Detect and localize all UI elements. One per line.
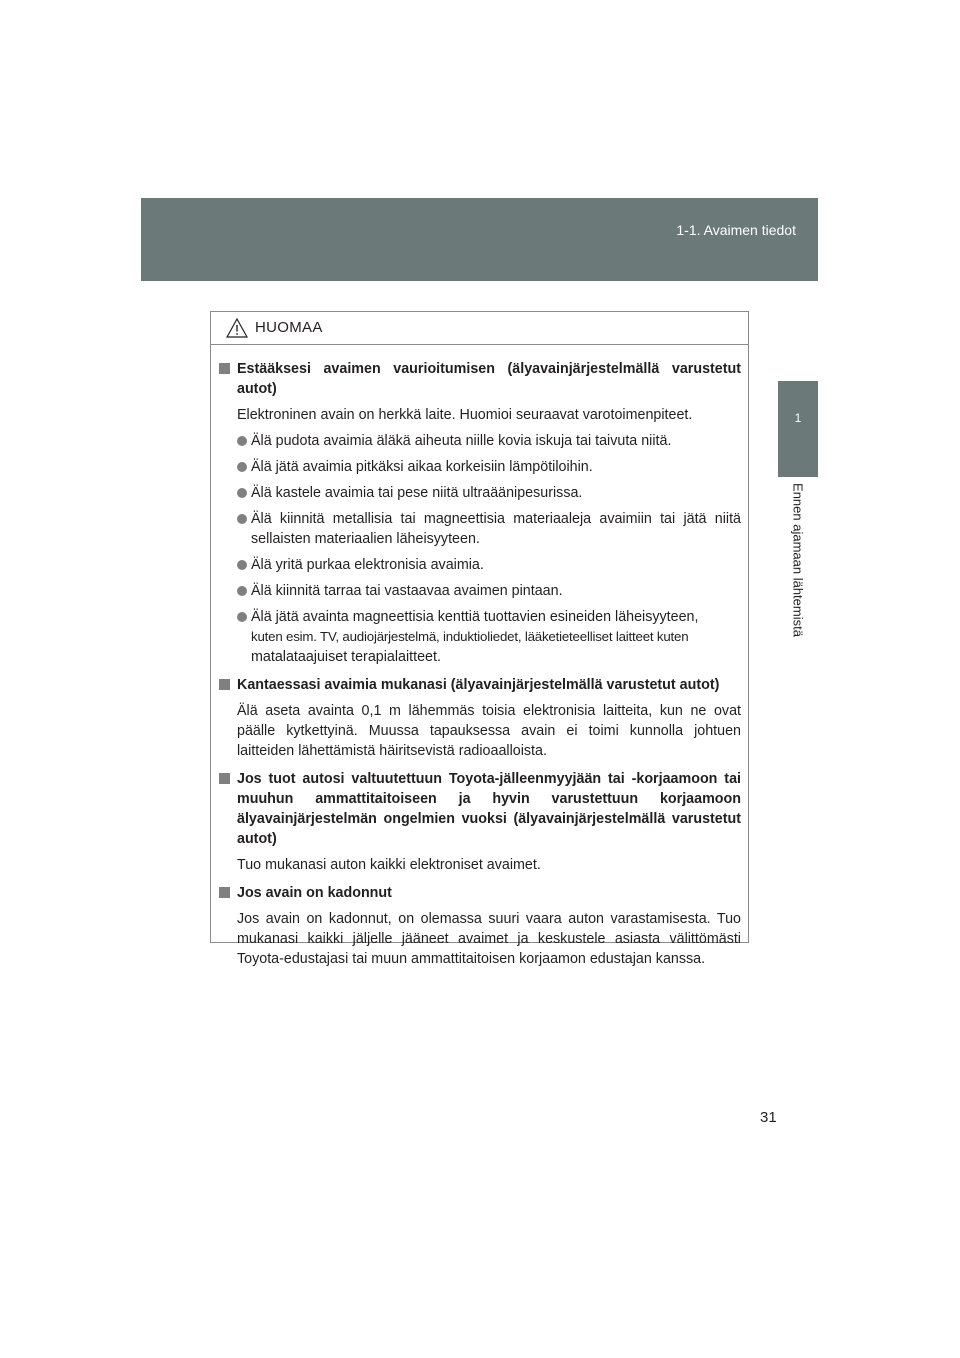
- bullet-dot-icon: [237, 462, 247, 472]
- notice-box: [210, 311, 749, 967]
- list-item: Älä kastele avaimia tai pese niitä ultraäänipesurissa.: [237, 483, 741, 503]
- section-heading: Jos avain on kadonnut: [237, 885, 392, 901]
- notice-section: [218, 769, 741, 875]
- square-bullet-icon: [219, 773, 230, 784]
- square-bullet-icon: [219, 887, 230, 898]
- section-paragraph: Elektroninen avain on herkkä laite. Huomioi seuraavat varotoimenpiteet.: [237, 407, 693, 423]
- notice-section: [218, 675, 741, 761]
- bullet-dot-icon: [237, 560, 247, 570]
- list-item: Älä kiinnitä metallisia tai magneettisia materiaaleja avaimiin tai jätä niitä sellaisten materiaalien läheisyyteen.: [237, 509, 741, 549]
- list-item: Älä jätä avaimia pitkäksi aikaa korkeisiin lämpötiloihin.: [237, 457, 741, 477]
- notice-body: [211, 345, 748, 969]
- bullet-dot-icon: [237, 436, 247, 446]
- page-number: 31: [760, 1109, 777, 1126]
- bullet-list: [237, 431, 741, 667]
- list-item: Älä kiinnitä tarraa tai vastaavaa avaimen pintaan.: [237, 581, 741, 601]
- bullet-dot-icon: [237, 586, 247, 596]
- chapter-tab: [778, 381, 818, 477]
- section-header-bar: [141, 198, 818, 281]
- notice-section: [218, 359, 741, 667]
- list-item: Älä yritä purkaa elektronisia avaimia.: [237, 555, 741, 575]
- chapter-title: Ennen ajamaan lähtemistä: [790, 483, 806, 637]
- section-title: 1-1. Avaimen tiedot: [676, 222, 796, 238]
- section-paragraph: Jos avain on kadonnut, on olemassa suuri vaara auton varastamisesta. Tuo mukanasi kaikki jäljelle jääneet avaimet ja keskustele asiasta välittömästi Toyota-edustajasi tai muun ammattitaitoisen korjaamon edustajan kanssa.: [237, 911, 741, 967]
- section-paragraph: Älä aseta avainta 0,1 m lähemmäs toisia elektronisia laitteita, kun ne ovat päälle kytkettyinä. Muussa tapauksessa avain ei toimi kunnolla johtuen laitteiden lähettämistä häiritsevistä radioaalloista.: [237, 703, 741, 759]
- chapter-number: 1: [794, 411, 802, 425]
- list-item: Älä pudota avaimia äläkä aiheuta niille kovia iskuja tai taivuta niitä.: [237, 431, 741, 451]
- square-bullet-icon: [219, 363, 230, 374]
- bullet-dot-icon: [237, 514, 247, 524]
- notice-header: [211, 312, 748, 345]
- bullet-dot-icon: [237, 612, 247, 622]
- notice-title: HUOMAA: [255, 319, 323, 336]
- section-heading: Estääksesi avaimen vaurioitumisen (älyavainjärjestelmällä varustetut autot): [237, 361, 741, 397]
- square-bullet-icon: [219, 679, 230, 690]
- warning-triangle-icon: [226, 318, 248, 338]
- section-paragraph: Tuo mukanasi auton kaikki elektroniset avaimet.: [237, 857, 541, 873]
- list-item: Älä jätä avainta magneettisia kenttiä tuottavien esineiden läheisyyteen, kuten esim. TV, audiojärjestelmä, induktioliedet, lääketieteelliset laitteet kuten matalataajuiset terapialaitteet.: [237, 607, 741, 667]
- bullet-dot-icon: [237, 488, 247, 498]
- section-heading: Kantaessasi avaimia mukanasi (älyavainjärjestelmällä varustetut autot): [237, 677, 720, 693]
- notice-section: [218, 883, 741, 969]
- section-heading: Jos tuot autosi valtuutettuun Toyota-jälleenmyyjään tai -korjaamoon tai muuhun ammattitaitoiseen ja hyvin varustettuun korjaamoon älyavainjärjestelmän ongelmien vuoksi (älyavainjärjestelmällä varustetut autot): [237, 771, 741, 847]
